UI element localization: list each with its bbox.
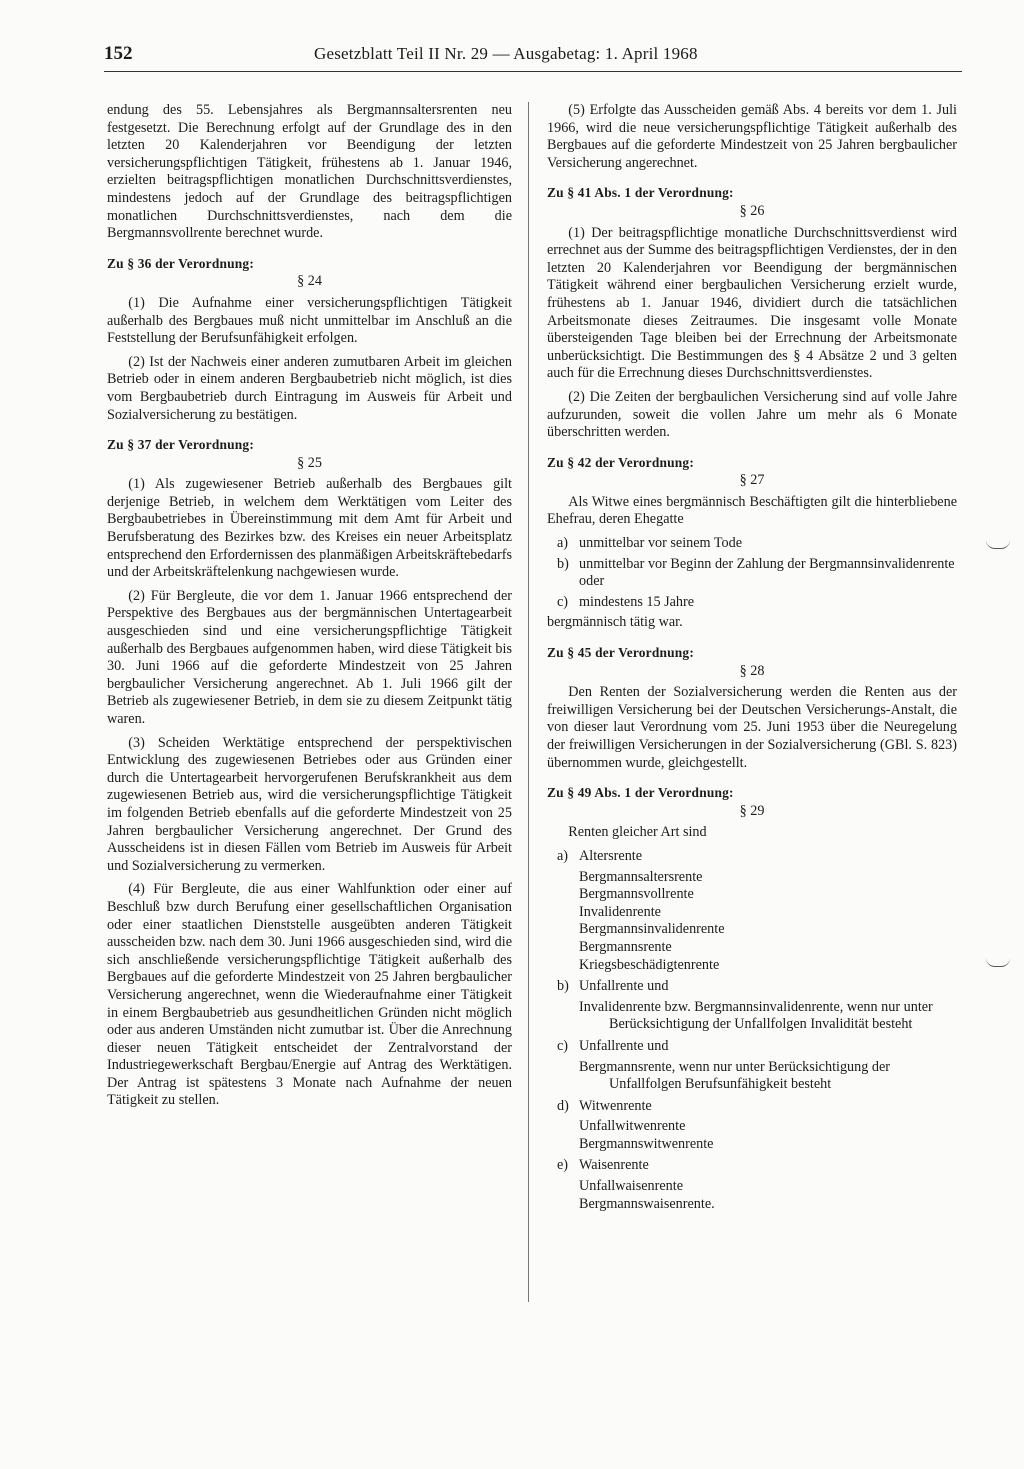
list-text: unmittelbar vor Beginn der Zahlung der Bergmannsinvalidenrente oder: [579, 555, 955, 590]
section-number: § 28: [739, 662, 765, 679]
section-heading: Zu § 42 der Verordnung:: [547, 454, 694, 470]
list-item: [557, 1098, 957, 1116]
paragraph: (5) Erfolgte das Ausscheiden gemäß Abs. 4 bereits vor dem 1. Juli 1966, wird die neue versicherungspflichtige Tätigkeit außerhalb des Bergbaues auf die geforderte Mindestzeit von 25 Jahren bergbaulicher Versicherung angerechnet.: [547, 102, 957, 171]
list-item: [557, 978, 957, 996]
paragraph: Renten gleicher Art sind: [568, 824, 707, 841]
sub-item: Bergmannswaisenrente.: [579, 1195, 715, 1212]
list-text: mindestens 15 Jahre: [579, 593, 695, 610]
paragraph: (1) Als zugewiesener Betrieb außerhalb des Bergbaues gilt derjenige Betrieb, in welchem dem Werktätigen vom Leiter des Bergbaubetriebes in Übereinstimmung mit dem Amt für Arbeit und Berufsberatung des Bezirkes bzw. des Kreises ein neuer Arbeitsplatz entsprechend den Erfordernissen des planmäßigen Arbeitskräftebedarfs und der Arbeitskräftelenkung nachgewiesen wurde.: [107, 476, 512, 581]
binding-mark: [986, 958, 1010, 967]
section-number: § 27: [739, 472, 765, 489]
section-heading: Zu § 45 der Verordnung:: [547, 645, 694, 661]
sub-item: Bergmannswitwenrente: [579, 1135, 714, 1152]
sub-item: Bergmannsrente, wenn nur unter Berücksichtigung der Unfallfolgen Berufsunfähigkeit besteht: [579, 1058, 890, 1093]
section-number: § 29: [739, 802, 765, 819]
list-item: [557, 594, 957, 612]
paragraph: (1) Die Aufnahme einer versicherungspflichtigen Tätigkeit außerhalb des Bergbaues muß nicht unmittelbar im Anschluß an die Feststellung der Berufsunfähigkeit erfolgen.: [107, 294, 512, 347]
paragraph: (4) Für Bergleute, die aus einer Wahlfunktion oder einer auf Beschluß bzw durch Berufung einer gesellschaftlichen Organisation oder einer staatlichen Dienststelle ausgeübten anderen Tätigkeit ausscheiden bzw. nach dem 30. Juni 1966 ausgeschieden sind, wird die sich anschließende versicherungspflichtige Tätigkeit außerhalb des Bergbaues auf die geforderte Mindestzeit von 25 Jahren bergbaulicher Versicherung angerechnet, wenn die Wiederaufnahme einer Tätigkeit in einem Bergbaubetrieb aus gesundheitlichen Gründen nicht möglich oder aus anderen Umständen nicht zumutbar ist. Über die Anrechnung dieser neuen Tätigkeit entscheidet der Zentralvorstand der Industriegewerkschaft Bergbau/Energie auf Antrag des Werktätigen. Der Antrag ist spätestens 3 Monate nach Aufnahme der neuen Tätigkeit zu stellen.: [107, 881, 512, 1109]
sub-list: [557, 999, 957, 1034]
sub-list: [557, 1118, 957, 1153]
paragraph: bergmännisch tätig war.: [547, 614, 683, 631]
sub-item: Bergmannsvollrente: [579, 886, 694, 903]
list: [557, 535, 957, 611]
section-heading: Zu § 41 Abs. 1 der Verordnung:: [547, 185, 734, 201]
list-label: c): [557, 593, 569, 610]
list-label: d): [557, 1097, 569, 1114]
paragraph: (1) Der beitragspflichtige monatliche Durchschnittsverdienst wird errechnet aus der Summe des beitragspflichtigen Verdienstes, der in den letzten 20 Kalenderjahren vor Beendigung der bergmännischen Tätigkeit während einer bergbaulichen Versicherung erzielt wurde, frühestens ab 1. Januar 1946, dividiert durch die tatsächlichen Arbeitsmonate dieses Zeitraumes. Die insgesamt volle Monate übersteigenden Tage bleiben bei der Errechnung der Arbeitsmonate unberücksichtigt. Die Bestimmungen des § 4 Absätze 2 und 3 gelten auch für die Errechnung dieses Durchschnittsverdienstes.: [547, 224, 957, 382]
list-item: [557, 1038, 957, 1056]
page-header: [104, 43, 962, 72]
paragraph: (2) Die Zeiten der bergbaulichen Versicherung sind auf volle Jahre aufzurunden, soweit die vollen Jahre um mehr als 6 Monate überschritten werden.: [547, 388, 957, 441]
list-label: a): [557, 535, 569, 552]
sub-list: [557, 1059, 957, 1094]
list-item: [557, 1157, 957, 1175]
list-item: [557, 556, 957, 591]
section-number: § 26: [739, 202, 765, 219]
list-label: b): [557, 978, 569, 995]
section-number: § 25: [297, 454, 322, 471]
sub-item: Unfallwitwenrente: [579, 1118, 686, 1135]
list-label: c): [557, 1037, 569, 1054]
right-column: [547, 102, 957, 1213]
paragraph: (3) Scheiden Werktätige entsprechend der perspektivischen Entwicklung des zugewiesenen Betriebes oder aus Gründen einer durch die Untertagearbeit hervorgerufenen Berufskrankheit aus dem zugewiesenen Betrieb aus, wird die versicherungspflichtige Tätigkeit im folgenden Betrieb ebenfalls auf die geforderte Mindestzeit von 25 Jahren bergbaulicher Versicherung angerechnet. Der Grund des Ausscheidens ist in diesen Fällen vom Betrieb im Ausweis für Arbeit und Sozialversicherung zu vermerken.: [107, 734, 512, 874]
sub-item: Invalidenrente bzw. Bergmannsinvalidenrente, wenn nur unter Berücksichtigung der Unfallfolgen Invalidität besteht: [579, 998, 933, 1033]
sub-item: Bergmannsrente: [579, 938, 672, 955]
paragraph: endung des 55. Lebensjahres als Bergmannsaltersrenten neu festgesetzt. Die Berechnung erfolgt auf der Grundlage des in den letzten 20 Kalenderjahren vor Beendigung der letzten versicherungspflichtigen Tätigkeit, frühestens ab 1. Januar 1946, erzielten beitragspflichtigen monatlichen Durchschnittsverdienstes, mindestens jedoch auf der Grundlage des beitragspflichtigen monatlichen Durchschnittsverdienstes, nach dem die Bergmannsvollrente berechnet wurde.: [107, 102, 512, 242]
list-text: Waisenrente: [579, 1157, 649, 1174]
left-column: [107, 102, 512, 1116]
list-label: b): [557, 555, 569, 572]
running-head: Gesetzblatt Teil II Nr. 29 — Ausgabetag: 1. April 1968: [314, 44, 698, 63]
binding-mark: [986, 540, 1010, 549]
list-item: [557, 848, 957, 866]
paragraph: Den Renten der Sozialversicherung werden die Renten aus der freiwilligen Versicherung bei der Deutschen Versicherungs-Anstalt, die von dieser laut Verordnung vom 25. Juni 1953 über die Neuregelung der freiwilligen Versicherungen in der Sozialversicherung (GBl. S. 823) übernommen wurde, gleichgestellt.: [547, 684, 957, 771]
paragraph: Als Witwe eines bergmännisch Beschäftigten gilt die hinterbliebene Ehefrau, deren Ehegatte: [547, 493, 957, 528]
list-text: Unfallrente und: [579, 978, 669, 995]
page-number: 152: [104, 43, 133, 64]
paragraph: (2) Ist der Nachweis einer anderen zumutbaren Arbeit im gleichen Betrieb oder in einem anderen Bergbaubetrieb nicht möglich, ist dies vom Bergbaubetrieb durch Eintragung im Ausweis für Arbeit und Sozialversicherung zu bestätigen.: [107, 353, 512, 423]
section-heading: Zu § 37 der Verordnung:: [107, 437, 254, 453]
sub-item: Invalidenrente: [579, 903, 661, 920]
column-divider: [528, 102, 529, 1302]
list-label: e): [557, 1157, 569, 1174]
list-item: [557, 535, 957, 553]
sub-item: Kriegsbeschädigtenrente: [579, 956, 720, 973]
list: [557, 848, 957, 1213]
list-text: Altersrente: [579, 847, 643, 864]
sub-list: [557, 869, 957, 975]
sub-item: Bergmannsaltersrente: [579, 868, 703, 885]
section-number: § 24: [297, 273, 322, 290]
list-label: a): [557, 847, 569, 864]
section-heading: Zu § 36 der Verordnung:: [107, 255, 254, 271]
paragraph: (2) Für Bergleute, die vor dem 1. Januar 1966 entsprechend der Perspektive des Bergbaues aus der bergmännischen Untertagearbeit ausgeschieden sind und eine versicherungspflichtige Tätigkeit außerhalb des Bergbaues aufgenommen haben, wird diese Tätigkeit bis 30. Juni 1966 auf die geforderte Mindestzeit von 25 Jahren bergbaulicher Versicherung angerechnet. Ab 1. Juli 1966 gilt der Betrieb als zugewiesener Betrieb, in dem sie zu diesem Zeitpunkt tätig waren.: [107, 587, 512, 727]
sub-item: Unfallwaisenrente: [579, 1178, 683, 1195]
list-text: unmittelbar vor seinem Tode: [579, 535, 743, 552]
section-heading: Zu § 49 Abs. 1 der Verordnung:: [547, 785, 734, 801]
list-text: Witwenrente: [579, 1097, 652, 1114]
sub-item: Bergmannsinvalidenrente: [579, 921, 725, 938]
list-text: Unfallrente und: [579, 1037, 669, 1054]
sub-list: [557, 1178, 957, 1213]
